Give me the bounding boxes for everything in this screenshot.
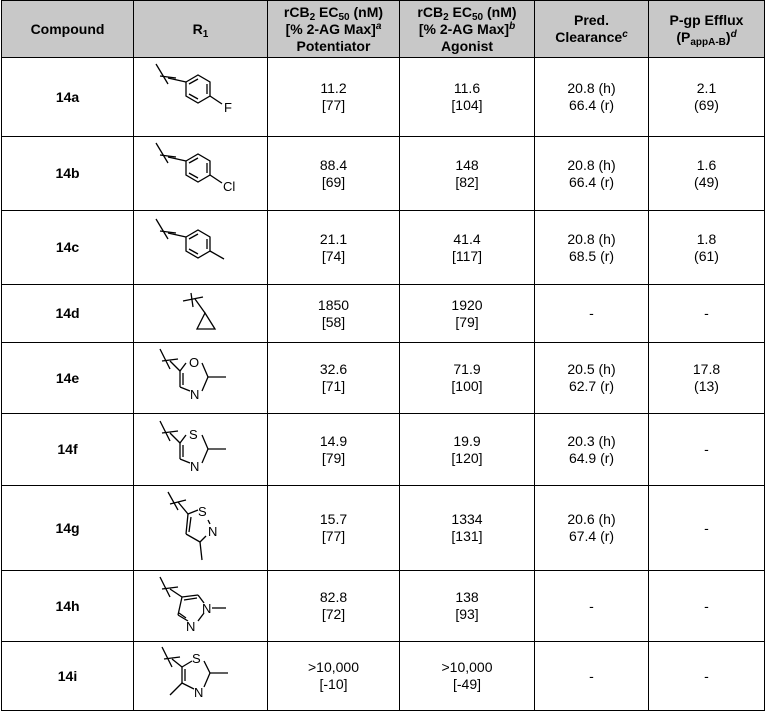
compound-id: 14c	[2, 211, 134, 285]
agonist-cell: >10,000 [-49]	[400, 642, 535, 711]
potentiator-cell: 32.6 [71]	[268, 343, 400, 414]
header-ag-line1: rCB$_2$ $EC_{50}$ (nM)	[417, 3, 517, 23]
svg-text:N: N	[193, 685, 203, 700]
header-cl-line2: Clearance$^c$	[555, 29, 628, 45]
svg-text:S: S	[191, 651, 201, 666]
table-row	[2, 285, 765, 343]
clearance-cell: 20.8 (h) 66.4 (r)	[535, 137, 649, 211]
header-r1-sub: 1	[202, 28, 209, 40]
table-row	[2, 211, 765, 285]
methylthiazole-structure	[146, 419, 256, 481]
agonist-cell: 19.9 [120]	[400, 414, 535, 486]
r1-structure	[134, 211, 268, 285]
cyclopropyl-structure	[171, 289, 231, 339]
svg-text:Cl: Cl	[222, 178, 235, 194]
header-eff-line1: P-gp Efflux	[669, 12, 744, 28]
potentiator-cell: 11.2 [77]	[268, 58, 400, 137]
table-row	[2, 58, 765, 137]
clearance-cell: -	[535, 571, 649, 642]
clearance-cell: 20.5 (h) 62.7 (r)	[535, 343, 649, 414]
dimethylthiazole-structure	[146, 645, 256, 707]
svg-text:N: N	[189, 458, 199, 474]
svg-text:F: F	[223, 100, 232, 115]
efflux-cell: -	[649, 642, 765, 711]
svg-text:N: N	[207, 524, 217, 539]
potentiator-cell: 1850 [58]	[268, 285, 400, 343]
r1-structure	[134, 285, 268, 343]
r1-structure	[134, 571, 268, 642]
clearance-cell: -	[535, 642, 649, 711]
header-compound	[2, 1, 134, 58]
agonist-cell: 138 [93]	[400, 571, 535, 642]
svg-text:N: N	[201, 601, 211, 616]
header-r1	[134, 1, 268, 58]
agonist-cell: 1920 [79]	[400, 285, 535, 343]
header-clearance	[535, 1, 649, 58]
table-row	[2, 571, 765, 642]
table-row	[2, 642, 765, 711]
header-efflux	[649, 1, 765, 58]
header-pot-line3: Potentiator	[296, 37, 371, 54]
svg-text:N: N	[185, 619, 195, 634]
header-agonist	[400, 1, 535, 58]
r1-structure	[134, 343, 268, 414]
header-r1-label: R	[192, 20, 203, 37]
compound-id: 14e	[2, 343, 134, 414]
svg-text:S: S	[188, 426, 198, 442]
potentiator-cell: 15.7 [77]	[268, 486, 400, 571]
svg-text:N: N	[189, 387, 199, 402]
efflux-cell: 17.8 (13)	[649, 343, 765, 414]
potentiator-cell: 82.8 [72]	[268, 571, 400, 642]
clearance-cell: 20.8 (h) 66.4 (r)	[535, 58, 649, 137]
table-row	[2, 137, 765, 211]
svg-text:S: S	[197, 504, 207, 519]
table-row	[2, 343, 765, 414]
clearance-cell: -	[535, 285, 649, 343]
efflux-cell: -	[649, 571, 765, 642]
header-eff-line2: $(P_{appA-B})^d$	[676, 29, 737, 48]
methylisothiazole-structure	[146, 490, 256, 566]
efflux-cell: 1.8 (61)	[649, 211, 765, 285]
compound-id: 14b	[2, 137, 134, 211]
efflux-cell: -	[649, 414, 765, 486]
efflux-cell: 1.6 (49)	[649, 137, 765, 211]
agonist-cell: 41.4 [117]	[400, 211, 535, 285]
efflux-cell: -	[649, 486, 765, 571]
header-ag-line3: Agonist	[440, 37, 494, 54]
chlorophenyl-structure	[146, 141, 256, 207]
compound-id: 14i	[2, 642, 134, 711]
efflux-cell: -	[649, 285, 765, 343]
compound-id: 14a	[2, 58, 134, 137]
methylpyrazole-structure	[146, 575, 256, 637]
svg-text:O: O	[188, 355, 199, 370]
header-potentiator	[268, 1, 400, 58]
r1-structure	[134, 137, 268, 211]
agonist-cell: 11.6 [104]	[400, 58, 535, 137]
header-row	[2, 1, 765, 58]
efflux-cell: 2.1 (69)	[649, 58, 765, 137]
header-compound-label: Compound	[30, 20, 105, 37]
r1-structure	[134, 486, 268, 571]
compound-data-table	[1, 0, 765, 711]
header-pot-line1: rCB$_2$ $EC_{50}$ (nM)	[283, 3, 384, 23]
header-pot-line2: [% 2-AG Max]$^a$	[285, 20, 382, 37]
agonist-cell: 71.9 [100]	[400, 343, 535, 414]
agonist-cell: 148 [82]	[400, 137, 535, 211]
methyloxazole-structure	[146, 347, 256, 409]
r1-structure	[134, 58, 268, 137]
r1-structure	[134, 414, 268, 486]
agonist-cell: 1334 [131]	[400, 486, 535, 571]
clearance-cell: 20.6 (h) 67.4 (r)	[535, 486, 649, 571]
compound-id: 14g	[2, 486, 134, 571]
r1-structure	[134, 642, 268, 711]
table-row	[2, 486, 765, 571]
fluorophenyl-structure	[146, 62, 256, 132]
compound-id: 14f	[2, 414, 134, 486]
header-ag-line2: [% 2-AG Max]$^b$	[418, 20, 516, 37]
potentiator-cell: 21.1 [74]	[268, 211, 400, 285]
tolyl-structure	[146, 217, 256, 279]
clearance-cell: 20.8 (h) 68.5 (r)	[535, 211, 649, 285]
potentiator-cell: >10,000 [-10]	[268, 642, 400, 711]
potentiator-cell: 14.9 [79]	[268, 414, 400, 486]
compound-id: 14d	[2, 285, 134, 343]
clearance-cell: 20.3 (h) 64.9 (r)	[535, 414, 649, 486]
compound-id: 14h	[2, 571, 134, 642]
table-row	[2, 414, 765, 486]
header-cl-line1: Pred.	[573, 12, 609, 28]
potentiator-cell: 88.4 [69]	[268, 137, 400, 211]
